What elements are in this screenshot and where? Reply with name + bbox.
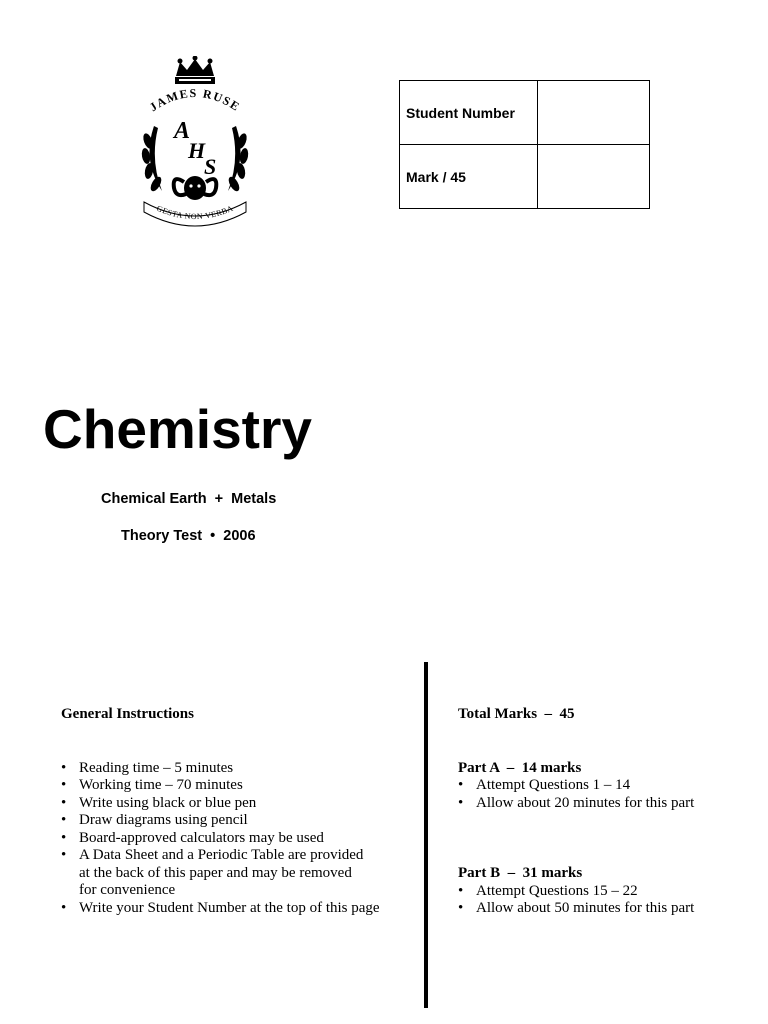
list-item [61,847,411,900]
total-marks-heading: Total Marks – 45 [458,706,575,722]
crest-monogram-letter: A [174,118,191,144]
mark-field[interactable] [538,145,650,209]
list-item-line: for convenience [79,882,176,898]
school-crest-logo [136,56,254,232]
crown-icon [175,56,215,84]
crest-motto: GESTA NON VERBA [155,203,235,222]
crest-monogram-letter: H [188,138,206,163]
general-instructions-section [61,706,411,917]
student-number-label: Student Number [400,81,538,145]
page-subtitle: Chemical Earth + Metals [101,491,277,507]
list-item: • Reading time – 5 minutes [61,760,411,778]
test-name-year: Theory Test • 2006 [121,528,256,544]
part-a-list [458,777,758,812]
list-item: • Write using black or blue pen [61,795,411,813]
svg-text:JAMES RUSE [147,86,243,114]
ram-head-icon [174,176,217,200]
list-item: • Draw diagrams using pencil [61,812,411,830]
list-item: • Working time – 70 minutes [61,777,411,795]
list-item-line: • A Data Sheet and a Periodic Table are provided [79,847,364,863]
general-instructions-heading: General Instructions [61,706,194,722]
table-row [400,81,650,145]
table-row [400,145,650,209]
part-b-heading: Part B – 31 marks [458,865,583,881]
crest-monogram-letter: S [204,154,217,179]
student-number-field[interactable] [538,81,650,145]
list-item: • Attempt Questions 15 – 22 [458,883,758,901]
list-item: • Attempt Questions 1 – 14 [458,777,758,795]
list-item: • Allow about 20 minutes for this part [458,795,758,813]
column-divider [424,662,428,1008]
list-item-line: at the back of this paper and may be removed [79,864,352,881]
instructions-list [61,760,411,918]
student-info-table [399,80,650,209]
part-b-list [458,883,758,918]
list-item: • Write your Student Number at the top of this page [61,900,411,918]
list-item: • Allow about 50 minutes for this part [458,900,758,918]
mark-label: Mark / 45 [400,145,538,209]
part-a-heading: Part A – 14 marks [458,759,582,776]
crest-school-name: JAMES RUSE [146,85,244,115]
page-title: Chemistry [43,398,312,460]
marks-section [458,706,758,918]
list-item: • Board-approved calculators may be used [61,830,411,848]
